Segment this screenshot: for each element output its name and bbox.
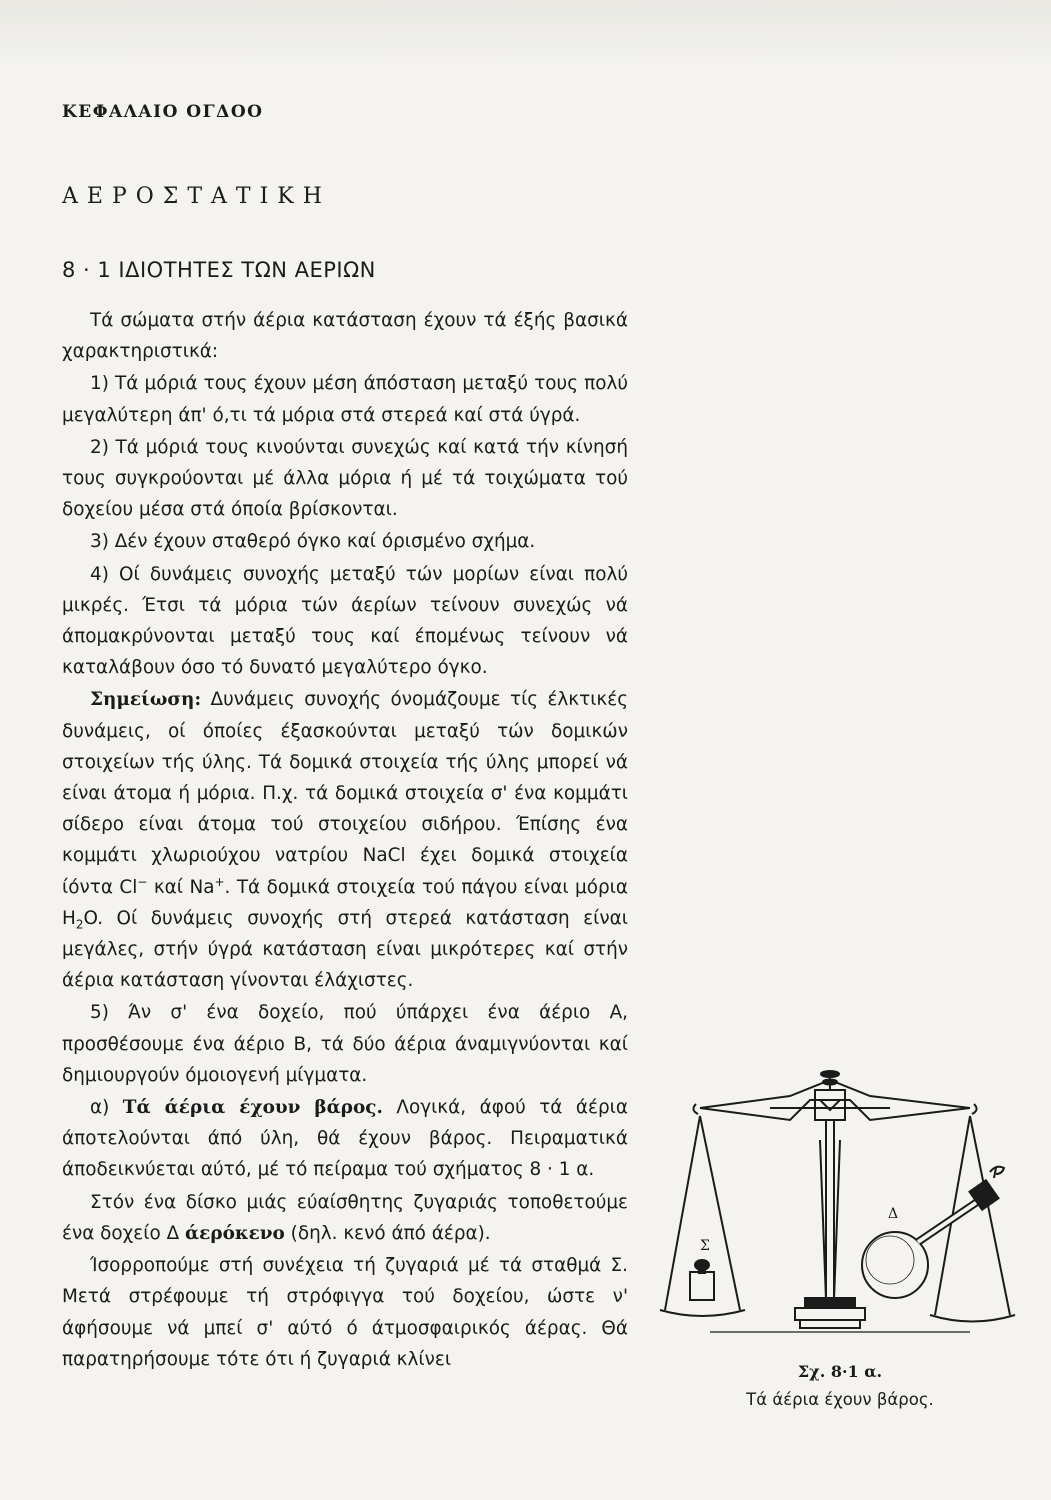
subsection-a-text: Λογικά, άφού τά άέρια άποτελούνται άπό ύλη, θά έχουν βάρος. Πειραματικά άποδεικνύεται αύτό, μέ τό πείραμα τού σχήματος 8 · 1 α.: [62, 1097, 628, 1181]
note-sup-1: −: [137, 874, 148, 889]
subsection-a: [62, 1092, 628, 1186]
list-item-3: 3) Δέν έχουν σταθερό όγκο καί όρισμένο σχήμα.: [90, 531, 536, 553]
note-text-3: . Τά δομικά στοιχεία τού πάγου είναι μόρια H: [62, 876, 628, 929]
scale-knob: [821, 1071, 839, 1077]
list-item-4: 4) Οί δυνάμεις συνοχής μεταξύ τών μορίων είναι πολύ μικρές. Έτσι τά μόρια τών άερίων τείνουν συνεχώς νά άπομακρύνονται μεταξύ τους καί έπομένως τείνουν νά καταλάβουν όσο τό δυνατό μεγαλύτερο όγκο.: [62, 563, 628, 679]
paragraph-6-text-2: (δηλ. κενό άπό άέρα).: [284, 1222, 491, 1244]
note-sub-1: 2: [75, 917, 84, 932]
chapter-title: ΚΕΦΑΛΑΙΟ ΟΓΔΟΟ: [62, 102, 264, 122]
paragraph-6: [62, 1187, 628, 1249]
label-vessel: Δ: [888, 1206, 899, 1222]
subsection-a-prefix: α): [90, 1097, 123, 1119]
paragraph-6-text-1: Στόν ένα δίσκο μιάς εύαίσθητης ζυγαριάς τοποθετούμε ένα δοχείο Δ: [62, 1191, 628, 1244]
page-edge-shadow: [0, 0, 1051, 70]
list-item-5: 5) Άν σ' ένα δοχείο, πού ύπάρχει ένα άέριο Α, προσθέσουμε ένα άέριο Β, τά δύο άέρια άναμιγνύονται καί δημιουργούν όμοιογενή μίγματα.: [62, 1002, 628, 1086]
note-paragraph: [62, 684, 628, 996]
section-title: 8 · 1 ΙΔΙΟΤΗΤΕΣ ΤΩΝ ΑΕΡΙΩΝ: [62, 258, 376, 282]
note-sup-2: +: [214, 874, 225, 889]
figure-caption-number: Σχ. 8·1 α.: [797, 1362, 883, 1381]
body-text: [62, 305, 628, 1376]
paragraph-6-bold: άερόκενο: [185, 1222, 285, 1244]
figure-caption-text: Τά άέρια έχουν βάρος.: [746, 1390, 934, 1409]
scale-base: [805, 1298, 855, 1308]
list-item-2: 2) Τά μόριά τους κινούνται συνεχώς καί κατά τήν κίνησή τους συγκρούονται μέ άλλα μόρια ή μέ τά τοιχώματα τού δοχείου μέσα στά όποία βρίσκονται.: [62, 436, 628, 521]
intro-paragraph: Τά σώματα στήν άέρια κατάσταση έχουν τά έξής βασικά χαρακτηριστικά:: [62, 310, 628, 363]
note-label: Σημείωση:: [90, 689, 202, 711]
paragraph-7: Ίσορροπούμε στή συνέχεια τή ζυγαριά μέ τά σταθμά Σ. Μετά στρέφουμε τή στρόφιγγα τού δοχείου, ώστε ν' άφήσουμε νά μπεί σ' αύτό ό άτμοσφαιρικός άέρας. Θά παρατηρήσουμε τότε ότι ή ζυγαριά κλίνει: [62, 1255, 628, 1370]
balance-scale-figure: [650, 1060, 1030, 1390]
list-item-1: 1) Τά μόριά τους έχουν μέση άπόσταση μεταξύ τους πολύ μεγαλύτερη άπ' ό,τι τά μόρια στά στερεά καί στά ύγρά.: [62, 373, 628, 426]
label-weights: Σ: [700, 1238, 710, 1254]
part-title: ΑΕΡΟΣΤΑΤΙΚΗ: [62, 184, 331, 209]
note-text-1: Δυνάμεις συνοχής όνομάζουμε τίς έλκτικές δυνάμεις, οί όποίες έξασκούνται μεταξύ τών δομικών στοιχείων τής ύλης. Τά δομικά στοιχεία τής ύλης μπορεί νά είναι άτομα ή μόρια. Π.χ. τά δομικά στοιχεία σ' ένα κομμάτι σίδερο είναι άτομα τού στοιχείου σιδήρου. Έπίσης ένα κομμάτι χλωριούχου νατρίου NaCl έχει δομικά στοιχεία ίόντα Cl: [62, 689, 628, 898]
scale-pivot: [815, 1090, 845, 1120]
left-pan: [660, 1310, 745, 1316]
weight-block: [690, 1272, 714, 1300]
note-text-4: O. Οί δυνάμεις συνοχής στή στερεά κατάσταση είναι μεγάλες, στήν ύγρά κατάσταση είναι μικρότερες καί στήν άέρια κατάσταση γίνονται έλάχιστες.: [62, 907, 628, 992]
right-pan: [930, 1315, 1015, 1322]
subsection-a-heading: Τά άέρια έχουν βάρος.: [122, 1097, 383, 1119]
note-text-2: καί Na: [147, 876, 215, 898]
